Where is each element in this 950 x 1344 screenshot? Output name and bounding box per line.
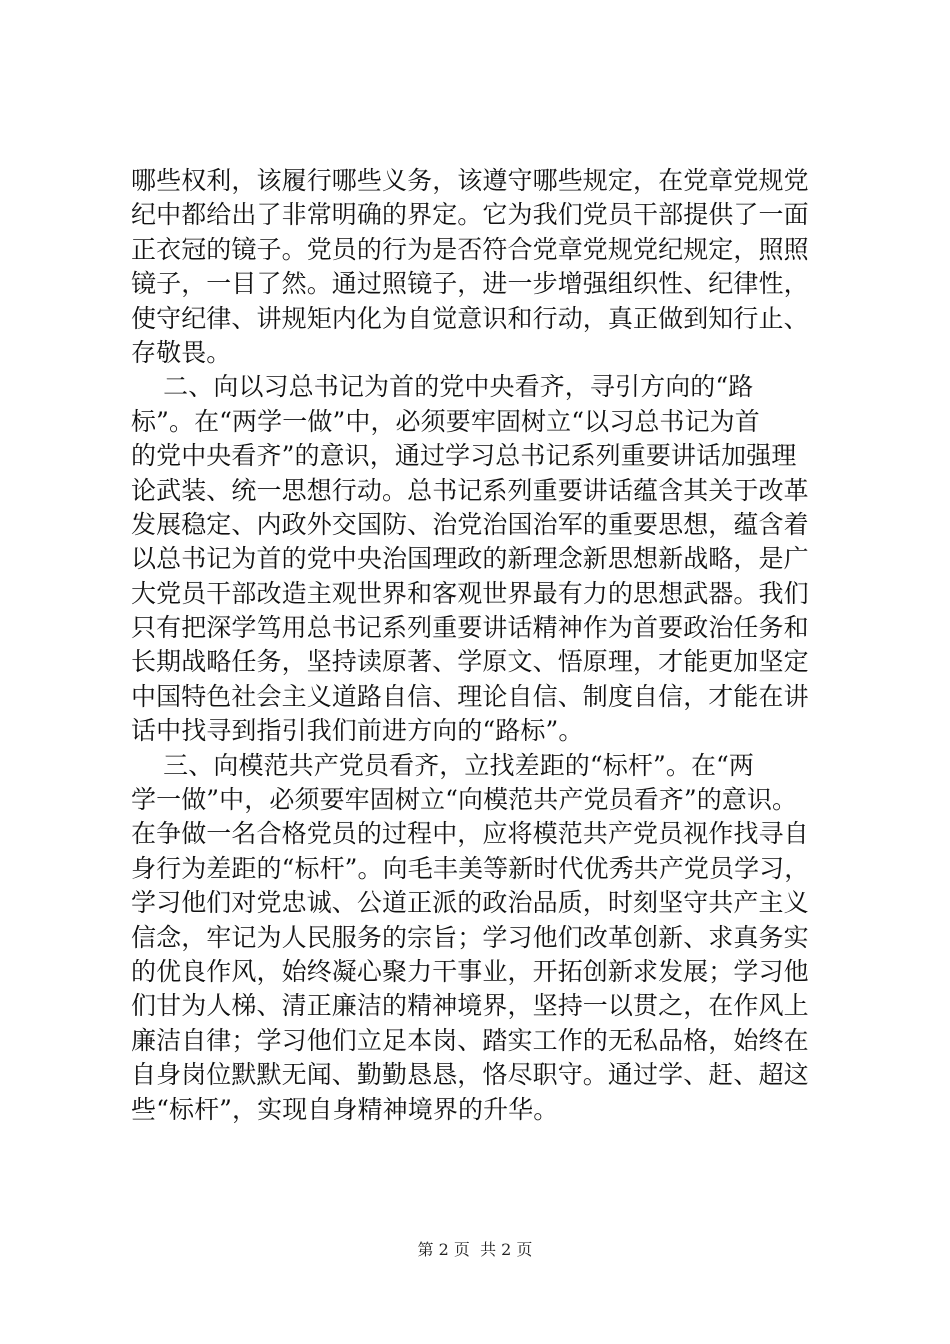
text-line: 三、向模范共产党员看齐，立找差距的“标杆”。在“两 <box>131 750 755 780</box>
text-line: 以总书记为首的党中央治国理政的新理念新思想新战略，是广 <box>131 544 809 574</box>
text-line: 发展稳定、内政外交国防、治党治国治军的重要思想，蕴含着 <box>131 509 809 539</box>
text-line: 标”。在“两学一做”中，必须要牢固树立“以习总书记为首 <box>131 406 760 436</box>
text-line: 大党员干部改造主观世界和客观世界最有力的思想武器。我们 <box>131 578 809 608</box>
text-line: 廉洁自律；学习他们立足本岗、踏实工作的无私品格，始终在 <box>131 1025 809 1055</box>
text-line: 镜子，一目了然。通过照镜子，进一步增强组织性、纪律性， <box>131 269 809 299</box>
text-line: 的优良作风，始终凝心聚力干事业，开拓创新求发展；学习他 <box>131 956 809 986</box>
text-line: 身行为差距的“标杆”。向毛丰美等新时代优秀共产党员学习， <box>131 853 810 883</box>
text-line: 们甘为人梯、清正廉洁的精神境界，坚持一以贯之，在作风上 <box>131 991 809 1021</box>
text-line: 使守纪律、讲规矩内化为自觉意识和行动，真正做到知行止、 <box>131 303 809 333</box>
text-line: 的党中央看齐”的意识，通过学习总书记系列重要讲话加强理 <box>131 441 797 471</box>
text-line: 存敬畏。 <box>131 337 232 367</box>
text-line: 哪些权利，该履行哪些义务，该遵守哪些规定，在党章党规党 <box>131 166 809 195</box>
text-line: 在争做一名合格党员的过程中，应将模范共产党员视作找寻自 <box>131 819 809 849</box>
text-line: 自身岗位默默无闻、勤勤恳恳，恪尽职守。通过学、赶、超这 <box>131 1060 809 1090</box>
text-line: 中国特色社会主义道路自信、理论自信、制度自信，才能在讲 <box>131 681 809 711</box>
text-line: 二、向以习总书记为首的党中央看齐，寻引方向的“路 <box>131 372 754 402</box>
text-line: 些“标杆”，实现自身精神境界的升华。 <box>131 1094 559 1124</box>
text-line: 学一做”中，必须要牢固树立“向模范共产党员看齐”的意识。 <box>131 785 798 815</box>
text-line: 论武装、统一思想行动。总书记系列重要讲话蕴含其关于改革 <box>131 475 809 505</box>
text-line: 正衣冠的镜子。党员的行为是否符合党章党规党纪规定，照照 <box>131 234 809 264</box>
text-line: 话中找寻到指引我们前进方向的“路标”。 <box>131 716 584 746</box>
text-line: 纪中都给出了非常明确的界定。它为我们党员干部提供了一面 <box>131 200 809 230</box>
text-line: 只有把深学笃用总书记系列重要讲话精神作为首要政治任务和 <box>131 613 809 643</box>
page-number-label: 第 2 页 共 2 页 <box>417 1240 533 1259</box>
page-footer <box>0 1240 950 1260</box>
text-line: 长期战略任务，坚持读原著、学原文、悟原理，才能更加坚定 <box>131 647 809 677</box>
text-line: 信念，牢记为人民服务的宗旨；学习他们改革创新、求真务实 <box>131 922 809 952</box>
document-body <box>131 164 831 1127</box>
text-line: 学习他们对党忠诚、公道正派的政治品质，时刻坚守共产主义 <box>131 888 809 918</box>
